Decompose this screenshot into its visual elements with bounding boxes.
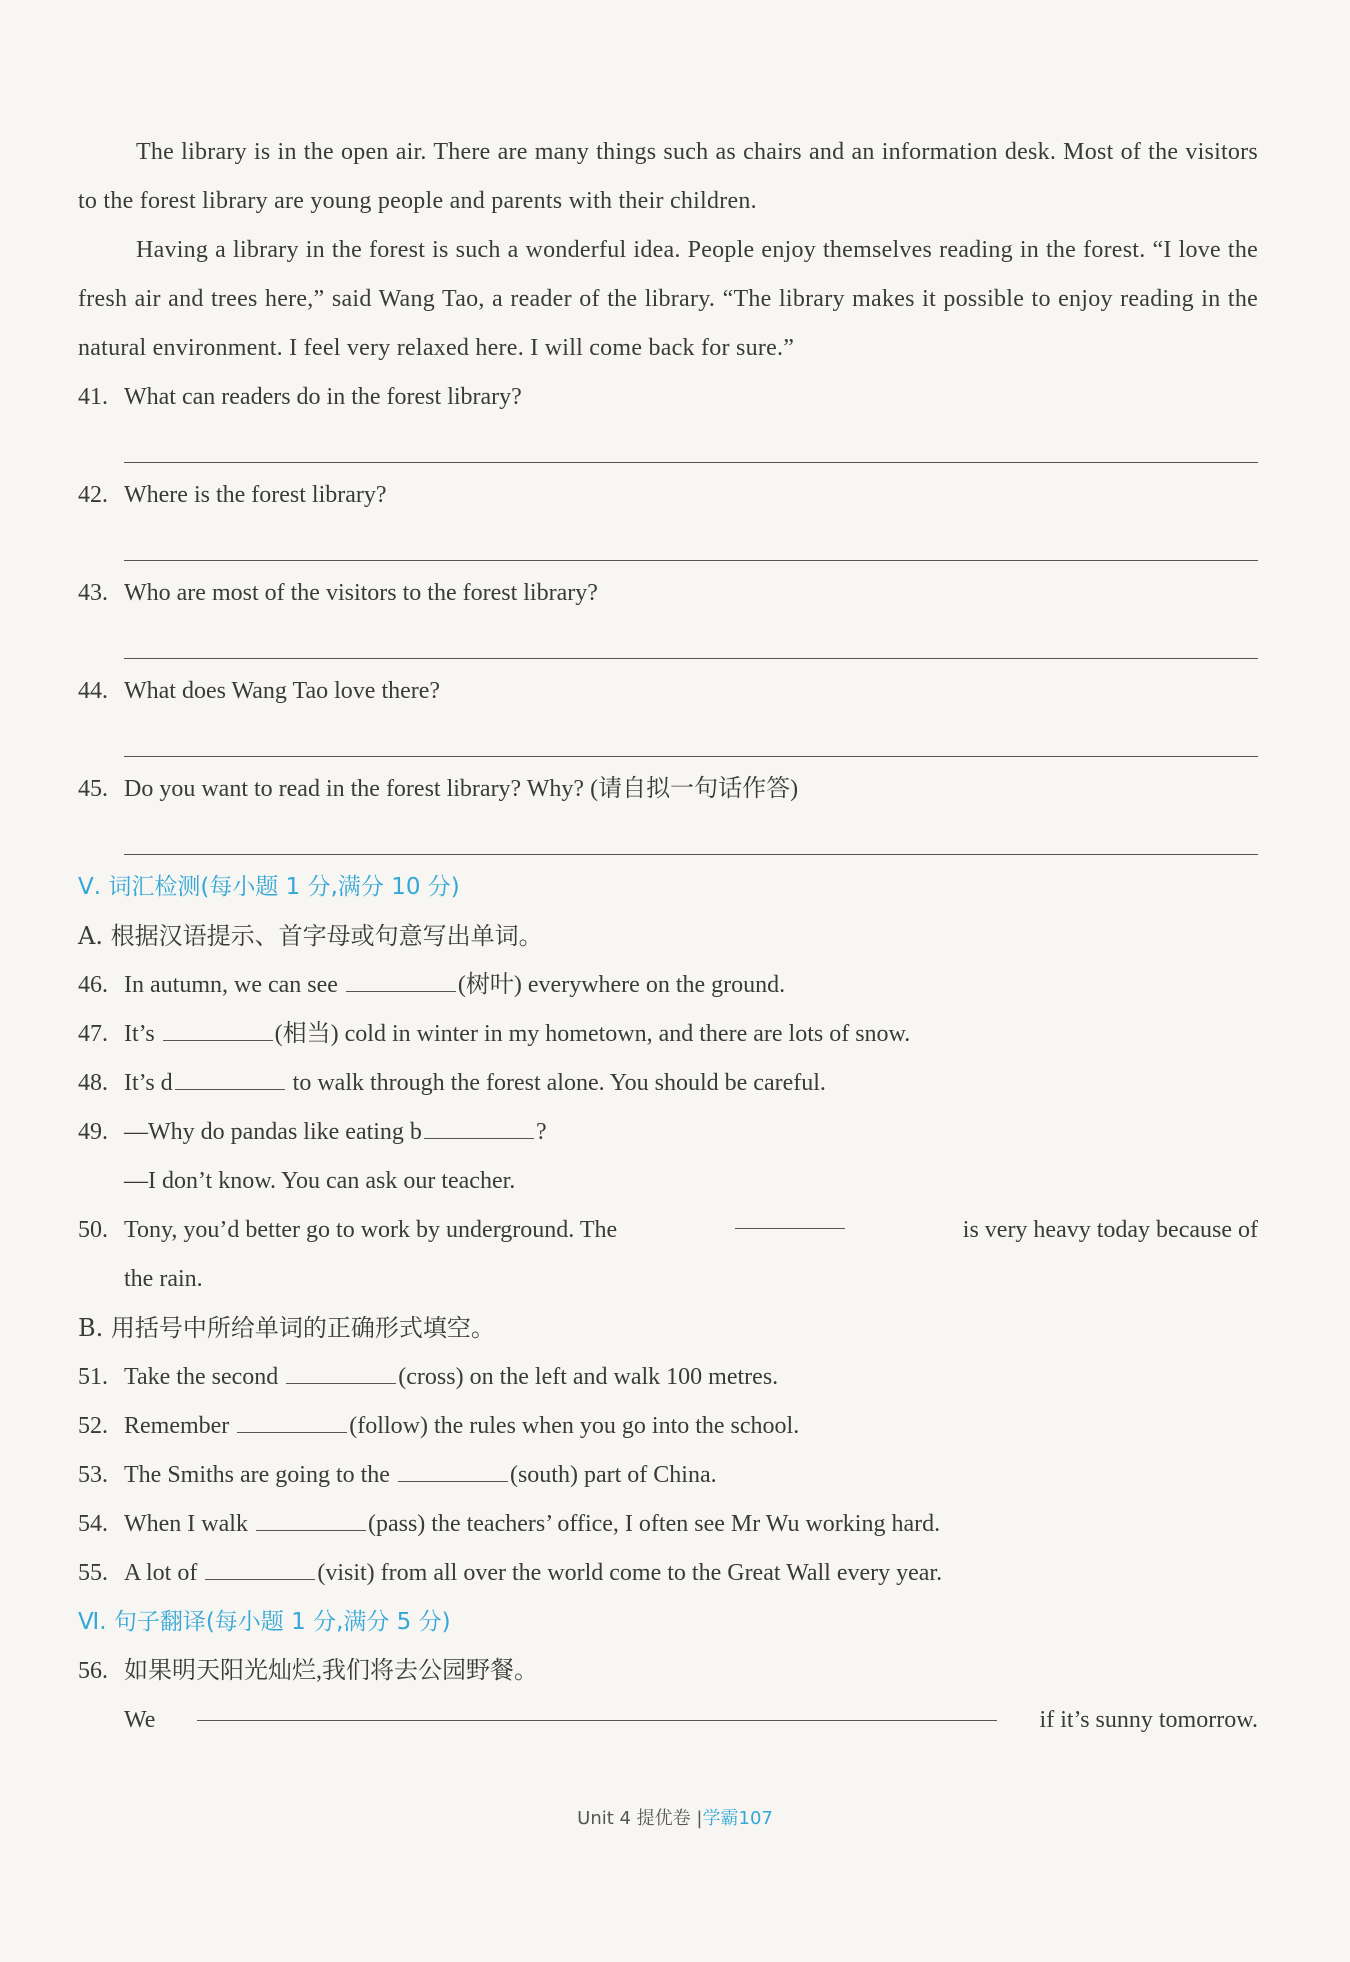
question-52 [78, 1402, 1258, 1451]
question-text: A lot of [124, 1560, 198, 1586]
question-51 [78, 1353, 1258, 1402]
page-footer [0, 1804, 1350, 1830]
question-text: Remember [124, 1413, 230, 1439]
question-text: Take the second [124, 1364, 279, 1390]
question-45 [78, 765, 1258, 863]
question-number: 49. [78, 1119, 108, 1145]
translation-line[interactable] [197, 1696, 997, 1721]
question-number: 48. [78, 1070, 108, 1096]
question-text: Where is the forest library? [124, 482, 387, 508]
question-50-continued: the rain. [124, 1266, 203, 1292]
question-text: (follow) the rules when you go into the school. [349, 1413, 800, 1439]
passage-paragraph-1: The library is in the open air. There are many things such as chairs and an information desk. Most of the visitors to the forest library are young people and parents with their children. [78, 139, 1258, 214]
question-50 [78, 1206, 1258, 1255]
question-text: Do you want to read in the forest library? Why? (请自拟一句话作答) [124, 776, 799, 802]
question-text: (south) part of China. [509, 1462, 717, 1488]
question-number: 53. [78, 1462, 108, 1488]
question-text: ? [535, 1119, 547, 1145]
question-number: 41. [78, 384, 108, 410]
section-5-title: Ⅴ. 词汇检测(每小题 1 分,满分 10 分) [78, 874, 460, 900]
passage-paragraph-2: Having a library in the forest is such a wonderful idea. People enjoy themselves reading in the forest. “I love the fresh air and trees here,” said Wang Tao, a reader of the library. “The library makes it possible to enjoy reading in the natural environment. I feel very relaxed here. I will come back for sure.” [78, 237, 1258, 361]
question-text: to walk through the forest alone. You should be careful. [292, 1070, 826, 1096]
question-number: 47. [78, 1021, 108, 1047]
question-number: 54. [78, 1511, 108, 1537]
answer-line[interactable] [124, 422, 1258, 471]
question-53 [78, 1451, 1258, 1500]
question-47 [78, 1010, 1258, 1059]
fill-blank[interactable] [735, 1206, 845, 1229]
question-text: (相当) cold in winter in my hometown, and there are lots of snow. [274, 1021, 911, 1047]
question-text: In autumn, we can see [124, 972, 338, 998]
question-text: When I walk [124, 1511, 248, 1537]
question-44 [78, 667, 1258, 765]
question-56-answer-row [124, 1696, 1258, 1745]
fill-blank[interactable] [205, 1557, 315, 1580]
question-text: Tony, you’d better go to work by underground. The [124, 1217, 618, 1243]
question-text: It’s [124, 1021, 155, 1047]
answer-line[interactable] [124, 520, 1258, 569]
question-number: 55. [78, 1560, 108, 1586]
question-number: 42. [78, 482, 108, 508]
question-43 [78, 569, 1258, 667]
answer-line[interactable] [124, 814, 1258, 863]
answer-line[interactable] [124, 716, 1258, 765]
question-42 [78, 471, 1258, 569]
question-49 [78, 1108, 1258, 1157]
question-number: 43. [78, 580, 108, 606]
question-text: What can readers do in the forest library? [124, 384, 522, 410]
fill-blank[interactable] [424, 1116, 534, 1139]
question-text: What does Wang Tao love there? [124, 678, 441, 704]
sentence-end: if it’s sunny tomorrow. [1039, 1707, 1258, 1733]
question-46 [78, 961, 1258, 1010]
question-number: 46. [78, 972, 108, 998]
question-text: Who are most of the visitors to the forest library? [124, 580, 598, 606]
question-49-reply: —I don’t know. You can ask our teacher. [124, 1168, 516, 1194]
question-text: It’s d [124, 1070, 173, 1096]
fill-blank[interactable] [256, 1508, 366, 1531]
section-5-part-b: B. 用括号中所给单词的正确形式填空。 [78, 1314, 495, 1342]
question-number: 56. [78, 1658, 108, 1684]
fill-blank[interactable] [346, 969, 456, 992]
section-6-title: Ⅵ. 句子翻译(每小题 1 分,满分 5 分) [78, 1609, 451, 1635]
question-text: (pass) the teachers’ office, I often see Mr Wu working hard. [367, 1511, 941, 1537]
footer-brand: 学霸 [702, 1808, 739, 1829]
question-55 [78, 1549, 1258, 1598]
sentence-start: We [124, 1707, 156, 1733]
question-number: 45. [78, 776, 108, 802]
fill-blank[interactable] [163, 1018, 273, 1041]
worksheet-content [78, 128, 1258, 1745]
question-text: (visit) from all over the world come to the Great Wall every year. [317, 1560, 943, 1586]
fill-blank[interactable] [398, 1459, 508, 1482]
question-text: (树叶) everywhere on the ground. [457, 972, 786, 998]
question-text: The Smiths are going to the [124, 1462, 390, 1488]
fill-blank[interactable] [175, 1067, 285, 1090]
question-54 [78, 1500, 1258, 1549]
question-number: 44. [78, 678, 108, 704]
footer-unit: Unit 4 提优卷 [577, 1808, 691, 1829]
answer-line[interactable] [124, 618, 1258, 667]
footer-separator: | [696, 1808, 703, 1829]
question-48 [78, 1059, 1258, 1108]
question-text: 如果明天阳光灿烂,我们将去公园野餐。 [124, 1658, 538, 1684]
question-text: is very heavy today because of [962, 1217, 1258, 1243]
fill-blank[interactable] [237, 1410, 347, 1433]
question-text: (cross) on the left and walk 100 metres. [398, 1364, 779, 1390]
question-number: 50. [78, 1217, 108, 1243]
question-56 [78, 1647, 1258, 1696]
question-text: —Why do pandas like eating b [124, 1119, 422, 1145]
fill-blank[interactable] [286, 1361, 396, 1384]
section-5-part-a: A. 根据汉语提示、首字母或句意写出单词。 [78, 922, 543, 950]
question-41 [78, 373, 1258, 471]
page-number: 107 [738, 1808, 773, 1829]
question-number: 51. [78, 1364, 108, 1390]
question-number: 52. [78, 1413, 108, 1439]
